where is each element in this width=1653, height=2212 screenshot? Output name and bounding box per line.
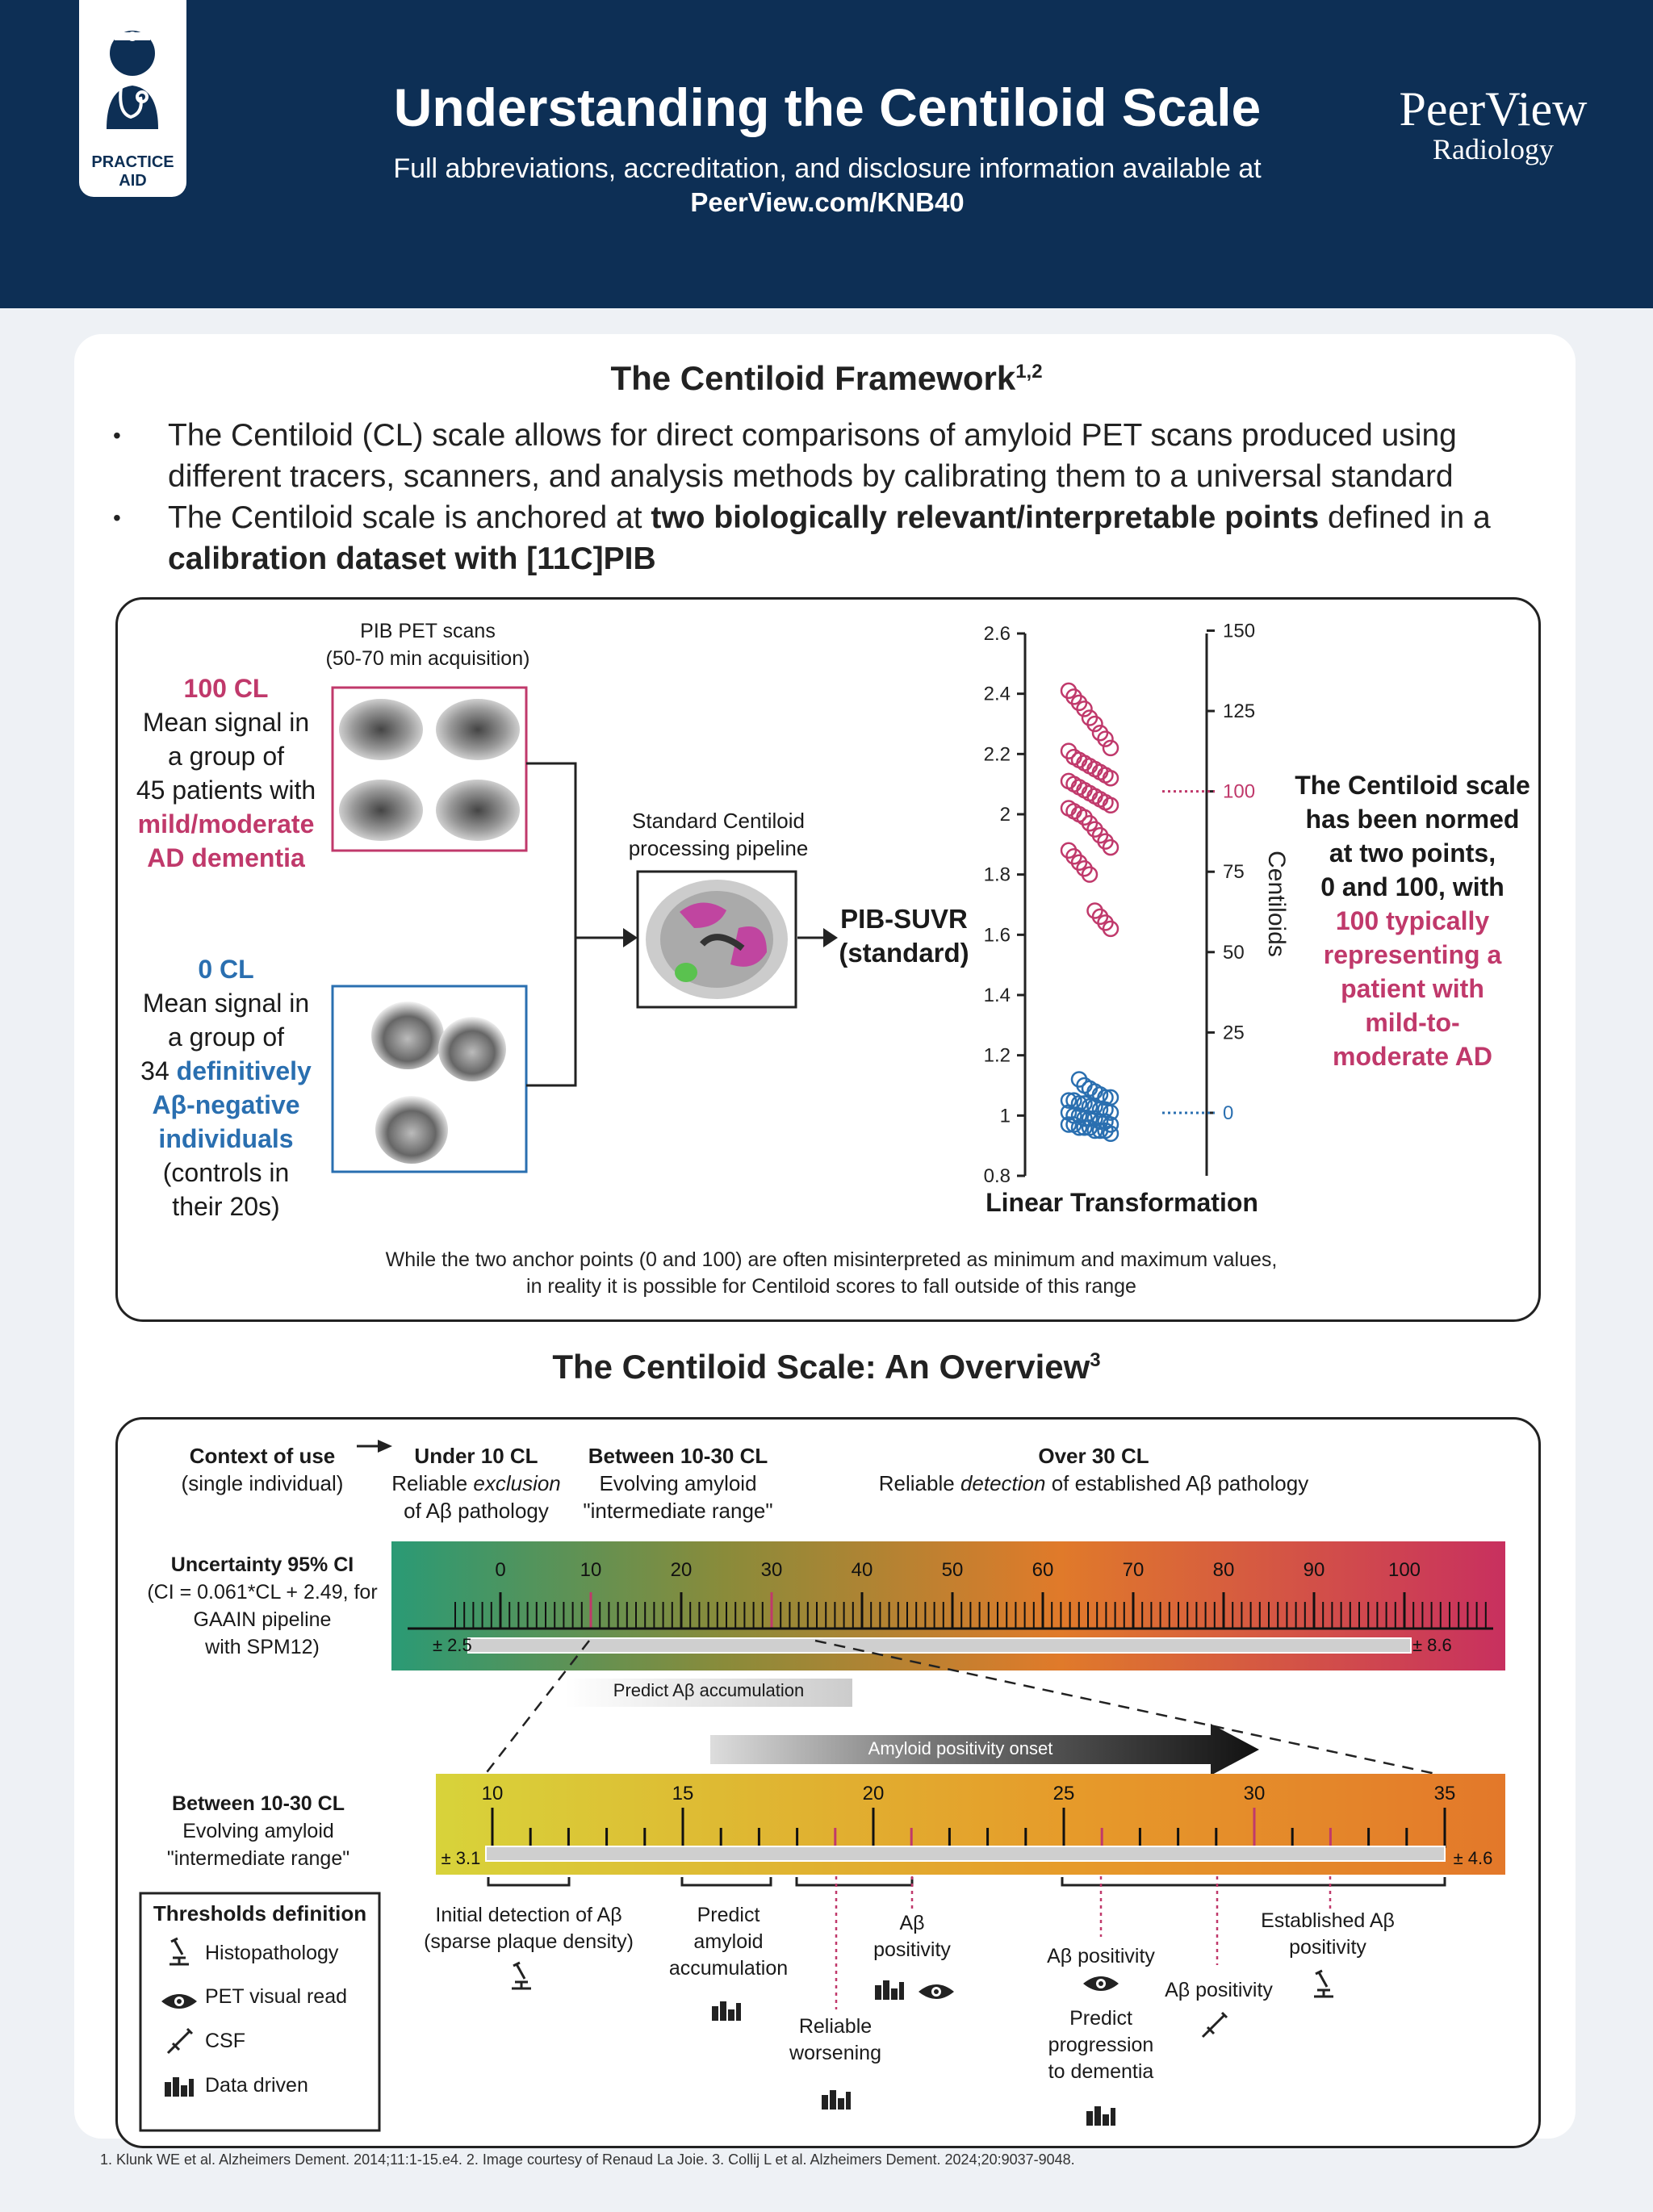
page-title: Understanding the Centiloid Scale (393, 77, 1262, 137)
arrow-icon (378, 1440, 392, 1453)
norm-text-line: at two points, (1329, 838, 1496, 868)
legend-data-driven: Data driven (205, 2074, 308, 2097)
y-tick-label: 2.4 (983, 683, 1011, 705)
y-tick-label: 2.2 (983, 743, 1011, 766)
norm-text-line: patient with (1341, 974, 1484, 1003)
between-10-30-label: Between 10-30 CL Evolving amyloid "intermediate range" (166, 1792, 350, 1870)
threshold-predict-accumulation: Predict amyloid accumulation (668, 1904, 789, 1980)
threshold-bracket (1062, 1877, 1445, 1885)
legend-title: Thresholds definition (153, 1901, 367, 1926)
scale2-right-uncertainty: ± 4.6 (1453, 1848, 1493, 1868)
y-tick-label: 1.8 (983, 863, 1011, 886)
connector-line (526, 938, 575, 1085)
eye-icon (919, 1984, 954, 1999)
scale-label: 60 (1032, 1559, 1054, 1581)
threshold-initial-detection: Initial detection of Aβ (sparse plaque density) (424, 1904, 634, 1953)
scale-label: 70 (1122, 1559, 1145, 1581)
y-tick-label: 0.8 (983, 1165, 1011, 1187)
microscope-icon (512, 1963, 531, 1988)
pet-scan-image (339, 699, 423, 760)
pet-scan-image (436, 699, 520, 760)
framework-bullet: • The Centiloid scale is anchored at two biologically relevant/interpretable points defined in a calibration dataset with [11C]PIB (113, 500, 1491, 576)
scale-label: 10 (580, 1559, 602, 1581)
norm-text-line: mild-to- (1365, 1008, 1460, 1037)
norm-text-line: 0 and 100, with (1320, 872, 1504, 901)
cl0-description: 0 CL Mean signal in a group of 34 definitively Aβ-negative individuals (controls in their 20s) (140, 955, 312, 1221)
scale-label: 10 (481, 1783, 504, 1804)
pet-scan-image (339, 780, 423, 841)
cl100-description: 100 CL Mean signal in a group of 45 patients with mild/moderate AD dementia (136, 674, 316, 872)
threshold-ab-positivity: Aβ positivity (873, 1912, 951, 1961)
suvr-label: PIB-SUVR (standard) (839, 904, 969, 968)
y-tick-label: 1.4 (983, 985, 1011, 1006)
norm-text-line: The Centiloid scale (1295, 771, 1530, 800)
predict-accumulation-label: Predict Aβ accumulation (613, 1680, 805, 1700)
scale-label: 90 (1303, 1559, 1325, 1581)
brand-logo: PeerView (1399, 82, 1588, 136)
scale-label: 80 (1212, 1559, 1235, 1581)
context-of-use: Context of use (single individual) (181, 1444, 344, 1495)
cl-tick-label: 150 (1223, 620, 1256, 642)
y-tick-label: 1.2 (983, 1044, 1011, 1067)
threshold-bracket (797, 1877, 912, 1885)
scale-label: 100 (1387, 1559, 1421, 1581)
scale2-left-uncertainty: ± 3.1 (441, 1848, 481, 1868)
scale-label: 20 (862, 1783, 885, 1804)
data-driven-icon (822, 2090, 851, 2110)
pet-scan-image (375, 1096, 448, 1164)
cl-tick-label: 0 (1223, 1102, 1234, 1124)
references-footnote: 1. Klunk WE et al. Alzheimers Dement. 2014;11:1-15.e4. 2. Image courtesy of Renaud La Joie. 3. Collij L et al. Alzheimers Dement. 2024;20:9037-9048. (100, 2151, 1075, 2168)
cl-tick-label: 25 (1223, 1022, 1245, 1044)
threshold-predict-progression: Predict progression to dementia (1048, 2007, 1154, 2083)
uncertainty-label: Uncertainty 95% CI (CI = 0.061*CL + 2.49, for GAAIN pipeline with SPM12) (147, 1553, 378, 1658)
threshold-ab-positivity-csf: Aβ positivity (1165, 1979, 1273, 2001)
threshold-reliable-worsening: Reliable worsening (789, 2015, 881, 2064)
under-10-cl: Under 10 CL Reliable exclusion of Aβ pathology (391, 1444, 561, 1523)
overview-title: The Centiloid Scale: An Overview$^3$ (552, 1348, 1101, 1386)
norm-text-line: representing a (1323, 940, 1502, 969)
cl-tick-label: 75 (1223, 861, 1245, 884)
data-driven-icon (710, 1995, 741, 2021)
threshold-bracket (682, 1877, 771, 1885)
norm-text-line: moderate AD (1333, 1042, 1492, 1071)
pet-scan-image (438, 1017, 506, 1081)
suvr-centiloid-chart (984, 620, 1290, 1187)
norm-text-line: has been normed (1305, 805, 1520, 834)
centiloids-axis-label: Centiloids (1263, 851, 1290, 957)
pet-scan-image (436, 780, 520, 841)
badge-label: PRACTICE AID (91, 153, 174, 190)
pet-scan-image (371, 1001, 444, 1069)
norm-text-line: 100 typically (1335, 906, 1490, 935)
pipeline-label: Standard Centiloid processing pipeline (628, 809, 809, 860)
cl-tick-label: 125 (1223, 700, 1256, 723)
centiloid-norm-text (1283, 768, 1542, 1073)
eye-icon (1083, 1976, 1119, 1991)
csf-syringe-icon (1203, 2013, 1227, 2037)
framework-bullet: • The Centiloid (CL) scale allows for direct comparisons of amyloid PET scans produced using different tracers, scanners, and analysis methods by calibrating them to a universal standard (113, 418, 1457, 494)
brand-subtitle: Radiology (1433, 133, 1554, 165)
pib-label: PIB PET scans (50-70 min acquisition) (325, 620, 530, 670)
data-driven-icon (1086, 2106, 1115, 2126)
scale-label: 30 (1243, 1783, 1266, 1804)
scale-label: 25 (1052, 1783, 1075, 1804)
uncertainty-bar-1 (468, 1638, 1411, 1653)
y-tick-label: 2 (999, 804, 1011, 826)
chart-xlabel: Linear Transformation (986, 1188, 1258, 1217)
page-url[interactable]: PeerView.com/KNB40 (690, 187, 965, 217)
uncertainty-bar-2 (486, 1846, 1445, 1861)
scale-label: 40 (851, 1559, 873, 1581)
page-subtitle: Full abbreviations, accreditation, and disclosure information available at (393, 153, 1262, 184)
scale-label: 20 (670, 1559, 693, 1581)
between-10-30-cl: Between 10-30 CL Evolving amyloid "intermediate range" (583, 1444, 773, 1523)
data-driven-icon (875, 1980, 904, 2000)
cl-tick-label: 50 (1223, 941, 1245, 964)
scale-label: 35 (1433, 1783, 1456, 1804)
scale1-right-uncertainty: ± 8.6 (1412, 1635, 1452, 1655)
scale-label: 15 (672, 1783, 694, 1804)
y-tick-label: 1 (999, 1105, 1011, 1127)
threshold-bracket (488, 1877, 569, 1885)
scale-label: 50 (941, 1559, 964, 1581)
anchor-note: While the two anchor points (0 and 100) are often misinterpreted as minimum and maximum values, in reality it is possible for Centiloid scores to fall outside of this range (385, 1248, 1278, 1298)
scale1-left-uncertainty: ± 2.5 (433, 1635, 472, 1655)
y-tick-label: 2.6 (983, 623, 1011, 645)
scale-label: 0 (495, 1559, 506, 1581)
cl-tick-label: 100 (1223, 780, 1256, 803)
threshold-established-positivity: Established Aβ positivity (1261, 1909, 1395, 1959)
framework-title: The Centiloid Framework$^{1,2}$ (610, 359, 1043, 397)
arrow-icon (623, 928, 638, 947)
legend-csf: CSF (205, 2030, 245, 2052)
y-tick-label: 1.6 (983, 924, 1011, 947)
positivity-onset-label: Amyloid positivity onset (868, 1738, 1053, 1758)
over-30-cl: Over 30 CL Reliable detection of established Aβ pathology (878, 1444, 1309, 1495)
scale-label: 30 (760, 1559, 783, 1581)
microscope-icon (1314, 1971, 1333, 1997)
legend-pet-visual-read: PET visual read (205, 1985, 348, 2008)
legend-histopathology: Histopathology (205, 1942, 339, 1964)
data-point (1103, 1127, 1118, 1141)
threshold-ab-positivity-pet: Aβ positivity (1047, 1945, 1155, 1967)
